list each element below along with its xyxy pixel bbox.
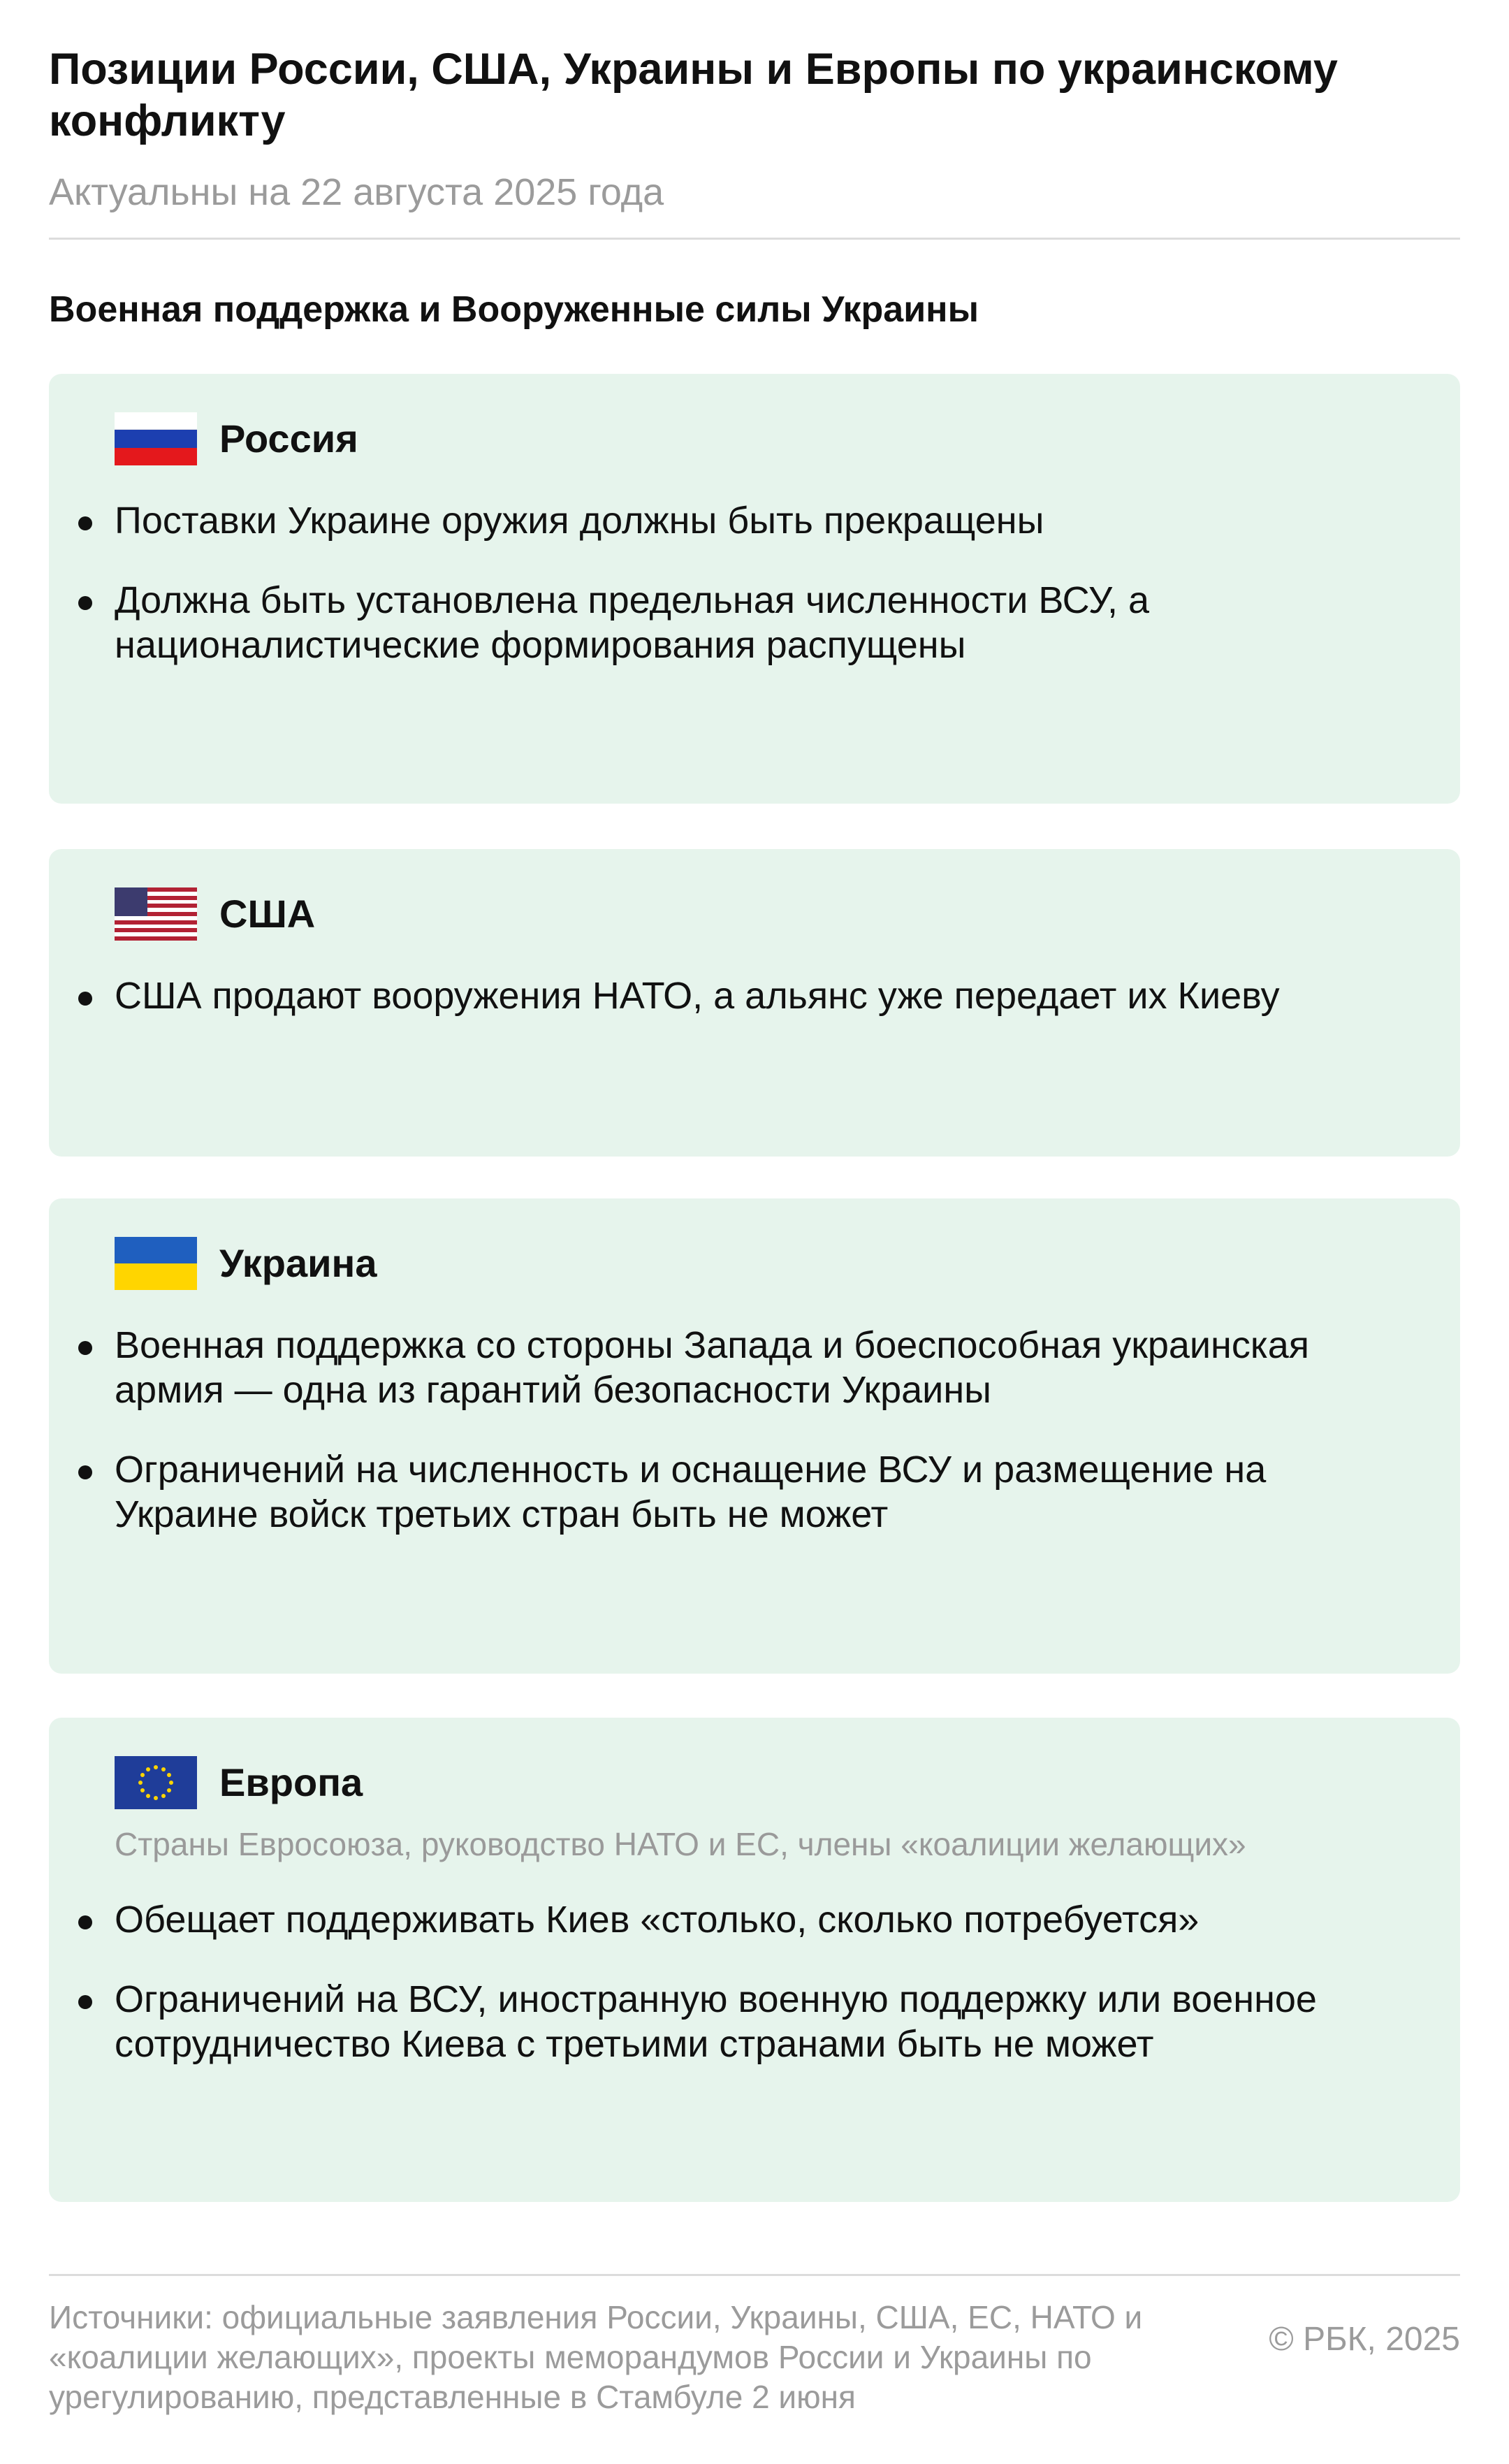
bullet-list bbox=[115, 973, 1432, 1053]
card-russia bbox=[49, 374, 1460, 804]
page-subtitle: Актуальны на 22 августа 2025 года bbox=[49, 171, 664, 213]
card-ukraine bbox=[49, 1198, 1460, 1674]
section-title: Военная поддержка и Вооруженные силы Украины bbox=[49, 289, 979, 330]
divider bbox=[49, 238, 1460, 240]
eu-stars-icon bbox=[115, 1756, 197, 1809]
card-usa bbox=[49, 849, 1460, 1157]
usa-flag-icon bbox=[115, 887, 197, 941]
ukraine-flag-icon bbox=[115, 1237, 197, 1290]
card-header bbox=[115, 887, 315, 941]
divider bbox=[49, 2274, 1460, 2276]
card-header bbox=[115, 1237, 377, 1290]
list-item: Должна быть установлена предельная численности ВСУ, а националистические формирования распущены bbox=[115, 578, 1302, 667]
card-title: Россия bbox=[219, 416, 358, 461]
list-item: Поставки Украине оружия должны быть прекращены bbox=[115, 498, 1432, 543]
card-europe bbox=[49, 1718, 1460, 2202]
card-note: Страны Евросоюза, руководство НАТО и ЕС, члены «коалиции желающих» bbox=[115, 1826, 1246, 1862]
card-title: Европа bbox=[219, 1760, 363, 1804]
list-item: Ограничений на ВСУ, иностранную военную поддержку или военное сотрудничество Киева с третьими странами быть не может bbox=[115, 1977, 1428, 2066]
page-title: Позиции России, США, Украины и Европы по украинскому конфликту bbox=[49, 45, 1338, 145]
eu-flag-icon bbox=[115, 1756, 197, 1809]
sources-note: Источники: официальные заявления России, Украины, США, ЕС, НАТО и «коалиции желающих», проекты меморандумов России и Украины по урегулированию, представленные в Стамбуле 2 июня bbox=[49, 2299, 1143, 2415]
bullet-list bbox=[115, 1897, 1432, 2101]
card-title: Украина bbox=[219, 1241, 377, 1285]
list-item: США продают вооружения НАТО, а альянс уже передает их Киеву bbox=[115, 973, 1432, 1018]
card-title: США bbox=[219, 892, 316, 936]
bullet-list bbox=[115, 1323, 1432, 1572]
card-header bbox=[115, 412, 358, 465]
copyright: © РБК, 2025 bbox=[1269, 2321, 1460, 2358]
russia-flag-icon bbox=[115, 412, 197, 465]
card-header bbox=[115, 1756, 363, 1809]
bullet-list bbox=[115, 498, 1432, 702]
list-item: Ограничений на численность и оснащение ВСУ и размещение на Украине войск третьих стран быть не может bbox=[115, 1447, 1344, 1537]
list-item: Обещает поддерживать Киев «столько, сколько потребуется» bbox=[115, 1897, 1432, 1942]
list-item: Военная поддержка со стороны Запада и боеспособная украинская армия — одна из гарантий безопасности Украины bbox=[115, 1323, 1428, 1412]
